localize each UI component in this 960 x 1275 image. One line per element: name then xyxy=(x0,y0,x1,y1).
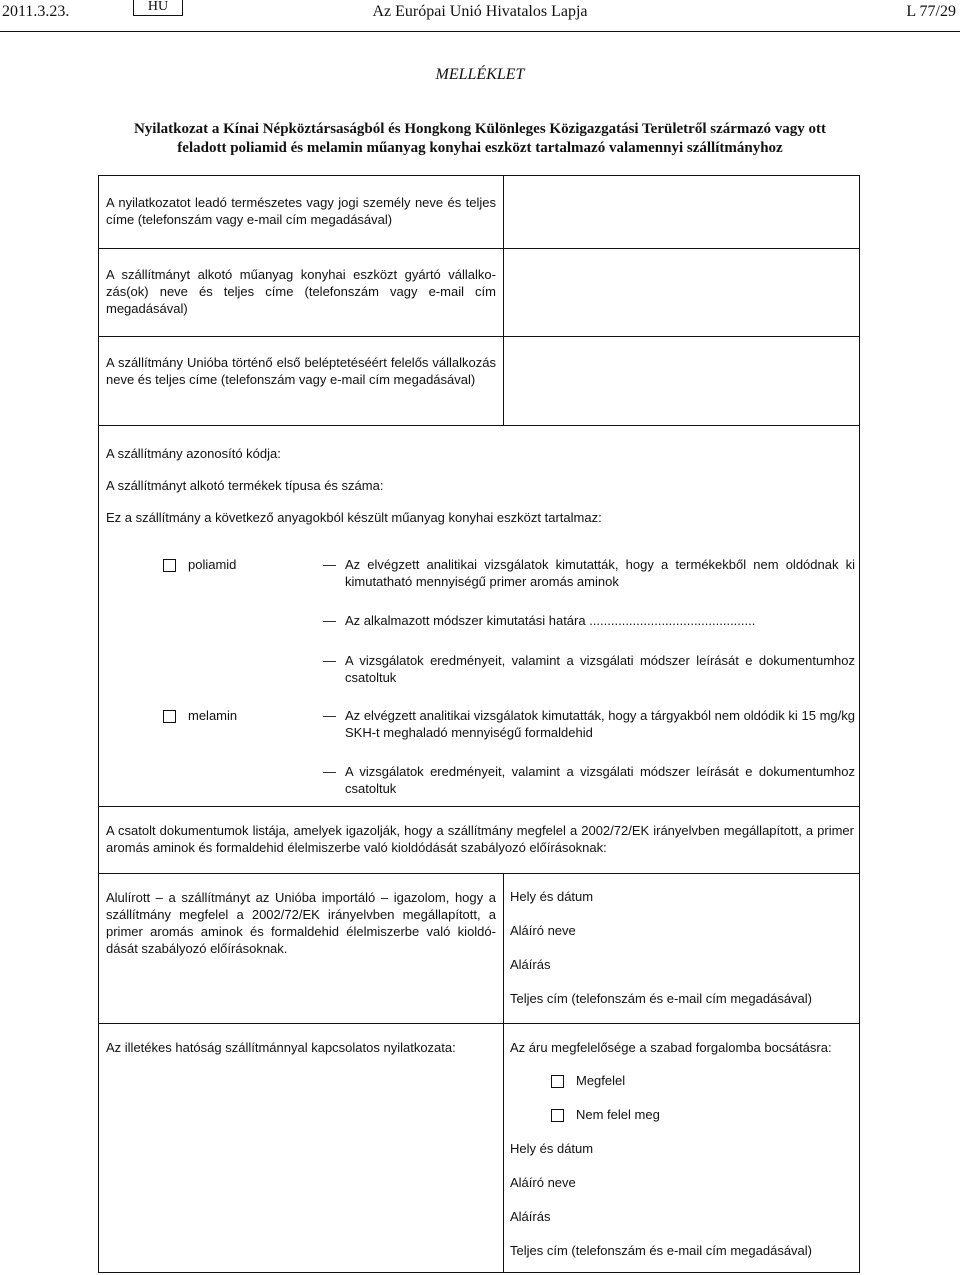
dash-bullet: — xyxy=(323,557,336,572)
authority-place-date-label: Hely és dátum xyxy=(510,1141,594,1156)
row-divider-vertical xyxy=(503,336,504,425)
compliant-label: Megfelel xyxy=(576,1073,626,1088)
dash-bullet: — xyxy=(323,708,336,723)
products-label: A szállítmányt alkotó termékek típusa és száma: xyxy=(106,478,384,493)
dash-bullet: — xyxy=(323,653,336,668)
document-title-line-1: Nyilatkozat a Kínai Népköztársaságból és Hongkong Különleges Közigazgatási Területről származó vagy ott xyxy=(133,121,827,137)
document-title xyxy=(60,120,900,158)
conformity-label: Az áru megfelelősége a szabad forgalomba bocsátásra: xyxy=(510,1040,832,1055)
authority-full-address-label: Teljes cím (telefonszám és e-mail cím megadásával) xyxy=(510,1243,812,1258)
annex-title: MELLÉKLET xyxy=(435,66,525,83)
row-divider-vertical xyxy=(503,873,504,1023)
publication-date: 2011.3.23. xyxy=(2,3,70,20)
melamine-statement-1: Az elvégzett analitikai vizsgálatok kimutatták, hogy a tárgyakból nem oldódik ki 15 mg/kg SKH-t meghaladó mennyiségű formaldehid xyxy=(345,708,855,740)
melamine-checkbox[interactable] xyxy=(163,710,176,723)
polyamide-detection-limit: Az alkalmazott módszer kimutatási határa .............................................. xyxy=(345,613,756,628)
polyamide-checkbox[interactable] xyxy=(163,559,176,572)
row-divider xyxy=(99,425,859,426)
journal-title: Az Európai Unió Hivatalos Lapja xyxy=(372,3,588,20)
row-divider xyxy=(99,873,859,874)
importer-field[interactable] xyxy=(505,337,859,425)
row-divider xyxy=(99,806,859,807)
declarant-field[interactable] xyxy=(505,176,859,248)
document-title-line-2: feladott poliamid és melamin műanyag konyhai eszközt tartalmazó valamennyi szállítmányhoz xyxy=(177,140,783,156)
attached-documents-label: A csatolt dokumentumok listája, amelyek igazolják, hogy a szállítmány megfelel a 2002/72/EK irányelvben megállapított, a primer aromás aminok és formaldehid élelmiszerbe való kioldódását szabályozó előírásoknak: xyxy=(106,823,854,855)
page-number: L 77/29 xyxy=(906,3,956,20)
header-rule xyxy=(0,31,960,32)
declaration-form xyxy=(98,175,860,1273)
polyamide-results-attached: A vizsgálatok eredményeit, valamint a vizsgálati módszer leírását e dokumentumhoz csatoltuk xyxy=(345,653,855,685)
melamine-results-attached: A vizsgálatok eredményeit, valamint a vizsgálati módszer leírását e dokumentumhoz csatoltuk xyxy=(345,764,855,796)
authority-signer-name-label: Aláíró neve xyxy=(510,1175,576,1190)
manufacturer-field[interactable] xyxy=(505,249,859,336)
row-divider-vertical xyxy=(503,176,504,248)
importer-place-date-label: Hely és dátum xyxy=(510,889,594,904)
importer-label: A szállítmány Unióba történő első beléptetéséért felelős vállalkozás neve és teljes címe (telefonszám vagy e-mail cím megadásával) xyxy=(106,355,496,387)
row-divider-vertical xyxy=(503,1023,504,1273)
manufacturer-label: A szállítmányt alkotó műanyag konyhai eszközt gyártó vállalkozás(ok) neve és teljes címe (telefonszám vagy e-mail cím megadásával) xyxy=(106,267,496,316)
polyamide-label: poliamid xyxy=(188,557,237,572)
declarant-label: A nyilatkozatot leadó természetes vagy jogi személy neve és teljes címe (telefonszám vagy e-mail cím megadásával) xyxy=(106,195,496,227)
row-divider-vertical xyxy=(503,248,504,336)
row-divider xyxy=(99,1023,859,1024)
contains-label: Ez a szállítmány a következő anyagokból készült műanyag konyhai eszközt tartalmaz: xyxy=(106,510,602,525)
compliant-checkbox[interactable] xyxy=(551,1075,564,1088)
importer-declaration-text: Alulírott – a szállítmányt az Unióba importáló – igazolom, hogy a szállítmány megfelel a 2002/72/EK irányelvben megállapított, a primer aromás aminok és formaldehid élelmiszerbe való kioldódását szabályozó előírásoknak. xyxy=(106,890,496,956)
non-compliant-checkbox[interactable] xyxy=(551,1109,564,1122)
dash-bullet: — xyxy=(323,764,336,779)
language-code-box: HU xyxy=(133,0,183,16)
authority-signature-label: Aláírás xyxy=(510,1209,551,1224)
melamine-label: melamin xyxy=(188,708,238,723)
authority-declaration-label: Az illetékes hatóság szállítmánnyal kapcsolatos nyilatkozata: xyxy=(106,1040,456,1055)
importer-signer-name-label: Aláíró neve xyxy=(510,923,576,938)
importer-signature-label: Aláírás xyxy=(510,957,551,972)
importer-full-address-label: Teljes cím (telefonszám és e-mail cím megadásával) xyxy=(510,991,812,1006)
consignment-id-label: A szállítmány azonosító kódja: xyxy=(106,446,281,461)
non-compliant-label: Nem felel meg xyxy=(576,1107,660,1122)
polyamide-statement-1: Az elvégzett analitikai vizsgálatok kimutatták, hogy a termékekből nem oldódnak ki kimutatható mennyiségű primer aromás aminok xyxy=(345,557,855,589)
dash-bullet: — xyxy=(323,613,336,628)
